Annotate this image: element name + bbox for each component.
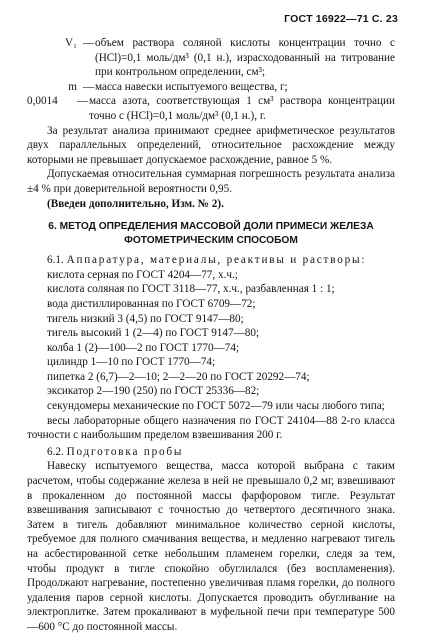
symbol-coefficient: 0,0014 bbox=[27, 95, 58, 108]
list-item: кислота соляная по ГОСТ 3118—77, х.ч., разбавленная 1 : 1; bbox=[47, 283, 335, 296]
symbol-v1: V₁ bbox=[65, 37, 77, 49]
definition-v1 bbox=[27, 36, 395, 80]
list-item: вода дистиллированная по ГОСТ 6709—72; bbox=[47, 297, 256, 310]
list-item: секундомеры механические по ГОСТ 5072—79 или часы любого типа; bbox=[47, 400, 385, 413]
document-body bbox=[27, 36, 395, 635]
list-item: цилиндр 1—10 по ГОСТ 1770—74; bbox=[47, 356, 216, 369]
symbol-m: m bbox=[68, 80, 77, 93]
sample-preparation-text: Навеску испытуемого вещества, масса которой выбрана с таким расчетом, чтобы содержание железа в ней не превышало 0,2 мг, взвешивают в прокаленном до постоянной массы фарфоровом тигле. Результат взвешивания записывают с точностью до четвертого десятичного знака. Затем в тигель добавляют минимальное количество серной кислоты, требуемое для полного смачивания вещества, и медленно нагревают тигель на асбестированной сетке небольшим пламенем горелки, следя за тем, чтобы продукт в тигле спокойно обуглилался (без воспламенения). Продолжают нагревание, постепенно увеличивая пламя горелки, до полного удаления паров серной кислоты. Допускается проводить обугливание на электроплитке. Затем прокаливают в муфельной печи при температуре 500—600 °С до постоянной массы. bbox=[27, 460, 395, 633]
list-item: эксикатор 2—190 (250) по ГОСТ 25336—82; bbox=[47, 385, 260, 398]
list-item: весы лабораторные общего назначения по ГОСТ 24104—88 2-го класса точности с наибольшим пределом взвешивания 200 г. bbox=[27, 414, 395, 442]
paragraph-error: Допускаемая относительная суммарная погрешность результата анализа ±4 % при доверительной вероятности 0,95. bbox=[27, 168, 395, 195]
section-title: 6. МЕТОД ОПРЕДЕЛЕНИЯ МАССОВОЙ ДОЛИ ПРИМЕСИ ЖЕЛЕЗА ФОТОМЕТРИЧЕСКИМ СПОСОБОМ bbox=[48, 221, 374, 246]
paragraph-result: За результат анализа принимают среднее арифметическое результатов двух параллельных определений, относительное расхождение между которыми не превышает допускаемое расхождение, равное 5 %. bbox=[27, 124, 395, 166]
subsection-title: Аппаратура, материалы, реактивы и растворы: bbox=[66, 254, 367, 267]
subsection-number: 6.2. bbox=[47, 445, 64, 458]
list-item: тигель высокий 1 (2—4) по ГОСТ 9147—80; bbox=[47, 327, 260, 340]
page-header: ГОСТ 16922—71 С. 23 bbox=[284, 13, 398, 25]
definition-text-m: масса навески испытуемого вещества, г; bbox=[95, 80, 288, 93]
definition-coefficient bbox=[27, 94, 395, 123]
dash: — bbox=[77, 95, 89, 108]
subsection-6-2-heading bbox=[27, 445, 395, 460]
subsection-number: 6.1. bbox=[47, 254, 64, 267]
list-item: пипетка 2 (6,7)—2—10; 2—2—20 по ГОСТ 20292—74; bbox=[47, 370, 310, 383]
amendment-note: (Введен дополнительно, Изм. № 2). bbox=[47, 197, 224, 210]
list-item: кислота серная по ГОСТ 4204—77, х.ч.; bbox=[47, 268, 238, 281]
definition-text-coefficient: масса азота, соответствующая 1 см³ раствора концентрации точно c (HCl)=0,1 моль/дм³ (0,1 н.), г. bbox=[89, 95, 395, 122]
subsection-title: Подготовка пробы bbox=[66, 445, 184, 458]
list-item: колба 1 (2)—100—2 по ГОСТ 1770—74; bbox=[47, 341, 240, 354]
definition-text-v1: объем раствора соляной кислоты концентрации точно c (HCl)=0,1 моль/дм³ (0,1 н.), израсходованный на титрование при контрольном определении, см³; bbox=[95, 37, 395, 79]
subsection-6-1-heading bbox=[27, 253, 395, 268]
dash: — bbox=[83, 80, 95, 93]
definition-m bbox=[27, 80, 395, 95]
equipment-list bbox=[27, 268, 395, 399]
dash: — bbox=[83, 37, 95, 49]
list-item: тигель низкий 3 (4,5) по ГОСТ 9147—80; bbox=[47, 312, 244, 325]
